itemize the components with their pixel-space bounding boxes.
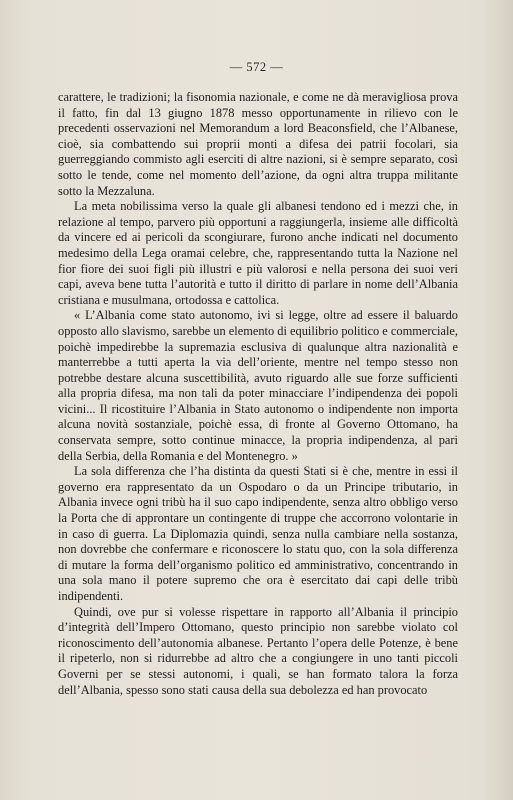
body-text [58, 90, 458, 698]
paragraph-2: La meta nobilissima verso la quale gli albanesi tendono ed i mezzi che, in relazione al tempo, parvero più opportuni a raggiungerla, insieme alle difficoltà da vincere ed ai pericoli da scongiurare, furono anche indicati nel documento medesimo della Lega oramai celebre, che, rappresentando tutta la Nazione nel fior fiore dei suoi figli più illustri e più valorosi e nella persona dei suoi veri capi, aveva bene tutta l’autorità e tutto il diritto di parlare in nome dell’Albania cristiana e musulmana, ortodossa e cattolica. [58, 199, 458, 307]
paragraph-1: carattere, le tradizioni; la fisonomia nazionale, e come ne dà meravigliosa prova il fatto, fin dal 13 giugno 1878 messo opportunamente in rilievo con le precedenti osservazioni nel Memorandum a lord Beaconsfield, che l’Albanese, cioè, sia combattendo sui proprii monti a difesa dei patrii focolari, sia guerreggiando commisto agli eserciti di altre nazioni, si è sempre separato, così sotto le tende, come nel momento dell’azione, da ogni altra truppa militante sotto la Mezzaluna. [58, 90, 458, 198]
page-number: — 572 — [229, 60, 284, 74]
paragraph-5: Quindi, ove pur si volesse rispettare in rapporto all’Albania il principio d’integrità dell’Impero Ottomano, questo principio non sarebbe violato col riconoscimento dell’autonomia albanese. Pertanto l’opera delle Potenze, è bene il ripeterlo, non si ridurrebbe ad altro che a congiungere in uno tanti piccoli Governi per se stessi autonomi, i quali, se han formato talora la forza dell’Albania, spesso sono stati causa della sua debolezza ed han provocato [58, 604, 458, 697]
paragraph-3-quotation: « L’Albania come stato autonomo, ivi si legge, oltre ad essere il baluardo opposto allo slavismo, sarebbe un elemento di equilibrio politico e commerciale, poichè impedirebbe la supremazia esclusiva di qualunque altra nazionalità e manterrebbe a tutti aperta la via dell’oriente, mentre nel tempo stesso non potrebbe destare alcuna suscettibilità, avuto riguardo alle sue forze sufficienti alla propria difesa, ma non tali da poter minacciare l’indipendenza dei popoli vicini... Il ricostituire l’Albania in Stato autonomo o indipendente non importa alcuna novità sostanziale, poichè essa, di fronte al Governo Ottomano, ha conservata sempre, sotto continue minacce, la propria indipendenza, al pari della Serbia, della Romania e del Montenegro. » [58, 308, 458, 463]
paragraph-4: La sola differenza che l’ha distinta da questi Stati si è che, mentre in essi il governo era rappresentato da un Ospodaro o da un Principe tributario, in Albania invece ogni tribù ha il suo capo indipendente, senza altro obbligo verso la Porta che di approntare un contingente di truppe che accorrono volontarie in in caso di guerra. La Diplomazia quindi, senza nulla cambiare nella sostanza, non dovrebbe che confermare e riconoscere lo statu quo, con la sola differenza di mutare la forma dell’organismo politico ed amministrativo, concentrando in una sola mano il potere supremo che ora è esercitato dai capi delle tribù indipendenti. [58, 464, 458, 603]
